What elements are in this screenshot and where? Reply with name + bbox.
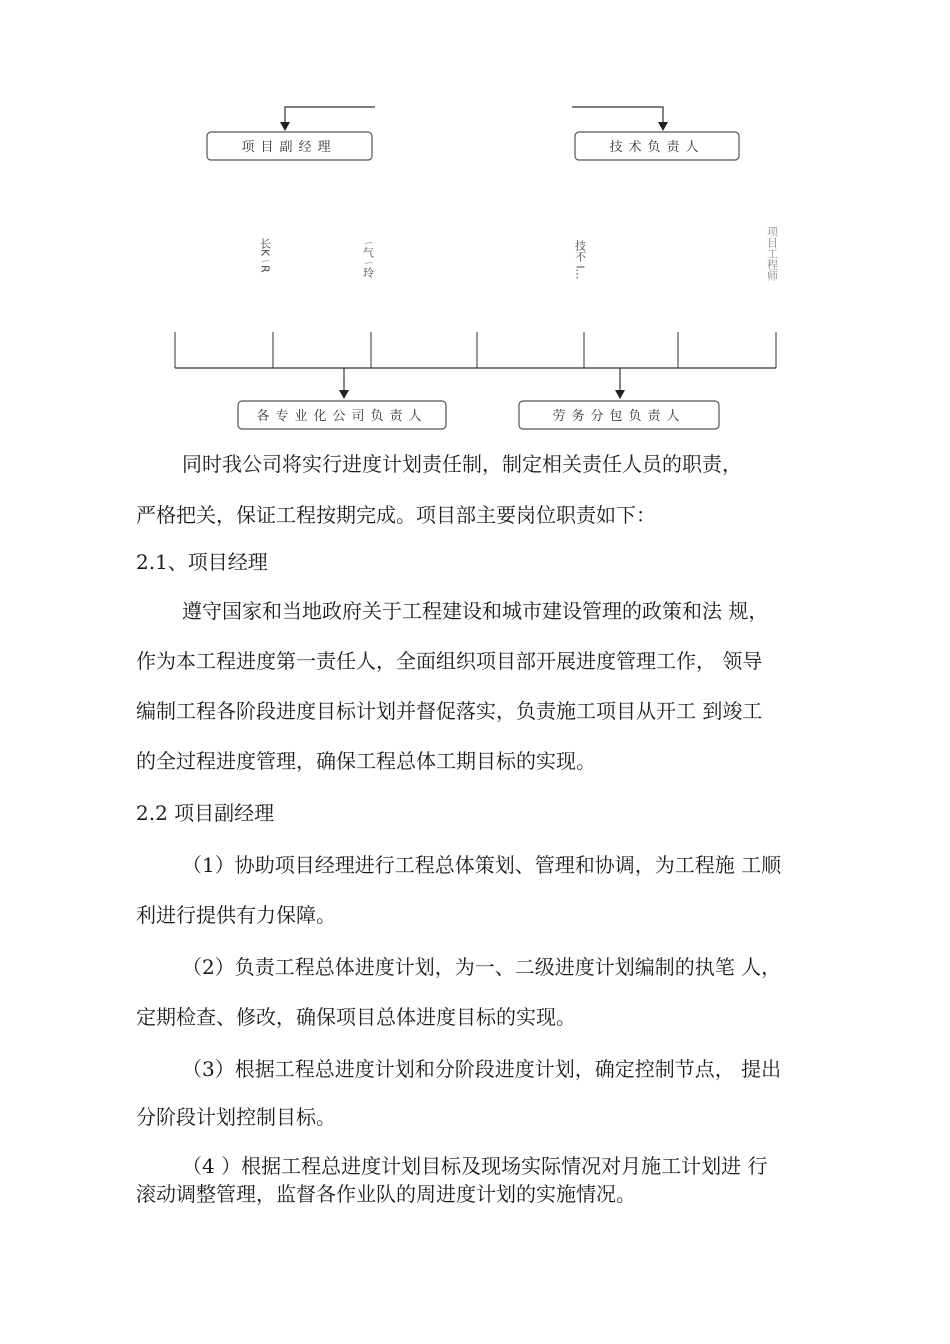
arrowhead-icon — [339, 390, 349, 399]
labor-subcontract-label: 劳务分包负责人 — [552, 409, 686, 424]
pm-duty-line-4: 的全过程进度管理，确保工程总体工期目标的实现。 — [136, 749, 596, 773]
deputy-item-4-line-2: 滚动调整管理，监督各作业队的周进度计划的实施情况。 — [136, 1182, 636, 1206]
section-heading-2-1: 2.1、项目经理 — [136, 550, 268, 574]
vertical-label-4: 项目工程师 — [765, 226, 779, 281]
vertical-label-2: ㄧ气ㄧ玲 — [361, 238, 375, 278]
intro-line-1: 同时我公司将实行进度计划责任制，制定相关责任人员的职责， — [182, 452, 742, 476]
deputy-item-3-line-1: （3）根据工程总进度计划和分阶段进度计划，确定控制节点， 提出 — [182, 1057, 782, 1081]
vertical-label-3: 技不 l… — [573, 240, 587, 280]
connector-to-tech — [572, 107, 663, 125]
vertical-label-1: 长KㄧR — [258, 238, 272, 273]
org-chart — [0, 0, 950, 440]
section-heading-2-2: 2.2 项目副经理 — [136, 801, 275, 825]
pm-duty-line-1: 遵守国家和当地政府关于工程建设和城市建设管理的政策和法 规， — [182, 599, 769, 623]
arrowhead-icon — [658, 122, 668, 131]
arrowhead-icon — [615, 390, 625, 399]
deputy-item-2-line-1: （2）负责工程总体进度计划，为一、二级进度计划编制的执笔 人， — [182, 955, 782, 979]
intro-line-2: 严格把关，保证工程按期完成。项目部主要岗位职责如下： — [136, 503, 656, 527]
deputy-item-3-line-2: 分阶段计划控制目标。 — [136, 1105, 336, 1129]
arrowhead-icon — [280, 122, 290, 131]
pm-duty-line-3: 编制工程各阶段进度目标计划并督促落实，负责施工项目从开工 到竣工 — [136, 699, 763, 723]
deputy-item-1-line-1: （1）协助项目经理进行工程总体策划、管理和协调，为工程施 工顺 — [182, 853, 782, 877]
specialty-company-label: 各专业化公司负责人 — [256, 409, 428, 424]
tech-lead-label: 技术负责人 — [609, 140, 705, 155]
pm-duty-line-2: 作为本工程进度第一责任人，全面组织项目部开展进度管理工作， 领导 — [136, 649, 763, 673]
deputy-manager-label: 项目副经理 — [241, 140, 337, 155]
deputy-item-1-line-2: 利进行提供有力保障。 — [136, 903, 336, 927]
deputy-item-2-line-2: 定期检查、修改，确保项目总体进度目标的实现。 — [136, 1005, 576, 1029]
deputy-item-4-line-1: （4 ）根据工程总进度计划目标及现场实际情况对月施工计划进 行 — [182, 1154, 768, 1178]
connector-to-deputy — [285, 107, 375, 125]
